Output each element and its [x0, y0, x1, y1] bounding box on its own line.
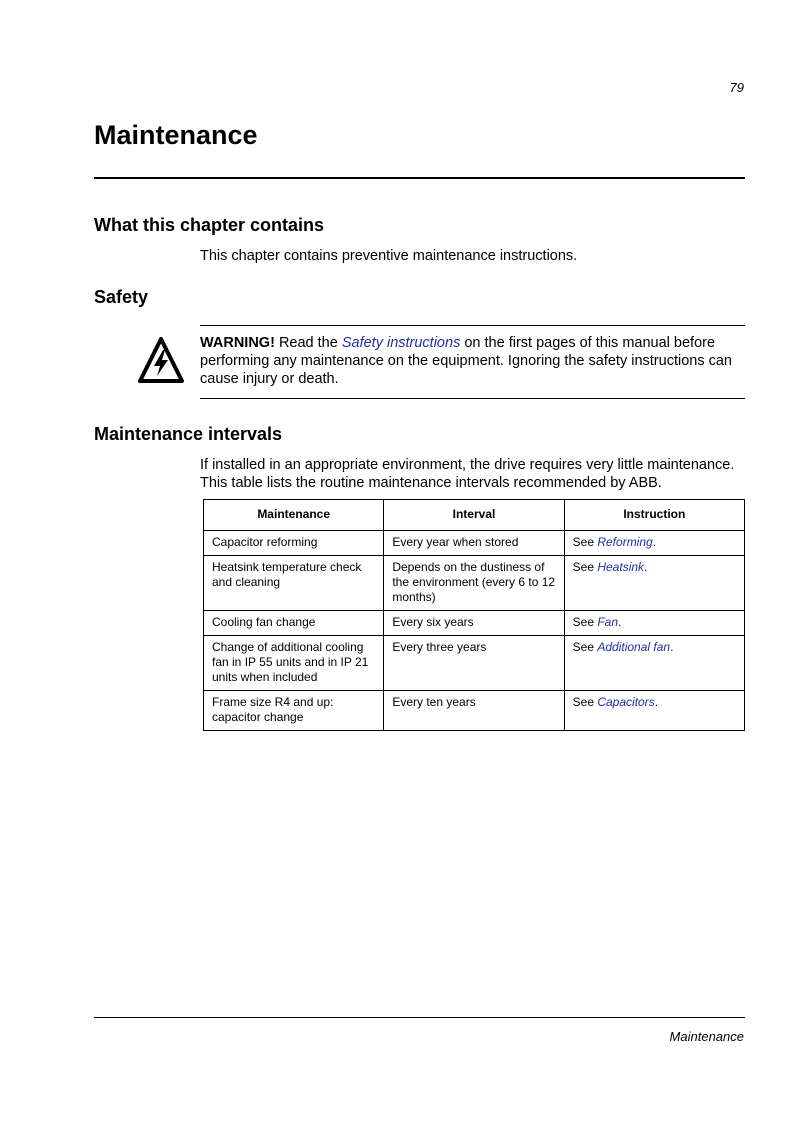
heatsink-link[interactable]: Heatsink: [597, 560, 645, 574]
table-row: [204, 636, 745, 691]
warning-label: WARNING!: [200, 335, 275, 351]
period: .: [670, 640, 674, 654]
page-number: 79: [729, 80, 744, 95]
table-header-row: [204, 500, 745, 531]
section-heading-contains: What this chapter contains: [94, 215, 325, 235]
cell-maintenance: Capacitor reforming: [204, 531, 384, 556]
column-header-interval: Interval: [384, 500, 564, 531]
cell-maintenance: Frame size R4 and up: capacitor change: [204, 691, 384, 731]
table-row: [204, 611, 745, 636]
contains-text: This chapter contains preventive maintenance instructions.: [200, 248, 578, 264]
capacitors-link[interactable]: Capacitors: [597, 695, 655, 709]
warning-icon: [137, 336, 185, 384]
chapter-title: Maintenance: [94, 120, 258, 150]
intervals-intro: If installed in an appropriate environment, the drive requires very little maintenance. This table lists the routine maintenance intervals recommended by ABB.: [200, 457, 735, 491]
cell-interval: Every three years: [384, 636, 564, 691]
period: .: [618, 615, 622, 629]
cell-maintenance: Heatsink temperature check and cleaning: [204, 556, 384, 611]
footer-label: Maintenance: [669, 1029, 744, 1044]
warning-text-post: on the first pages of this manual before performing any maintenance on the equipment. Ignoring the safety instructions can cause injury or death.: [200, 335, 732, 387]
column-header-maintenance: Maintenance: [204, 500, 384, 531]
cell-interval: Depends on the dustiness of the environment (every 6 to 12 months): [384, 556, 564, 611]
cell-instruction: [564, 531, 744, 556]
cell-instruction: [564, 556, 744, 611]
safety-instructions-link[interactable]: Safety instructions: [341, 335, 461, 351]
footer-divider: [94, 1017, 745, 1018]
cell-interval: Every year when stored: [384, 531, 564, 556]
additional-fan-link[interactable]: Additional fan: [597, 640, 671, 654]
period: .: [652, 535, 657, 549]
table-row: [204, 556, 745, 611]
see-text: See: [572, 640, 598, 654]
cell-instruction: [564, 611, 744, 636]
warning-text: [200, 334, 748, 388]
see-text: See: [572, 615, 598, 629]
warning-top-rule: [200, 325, 745, 326]
see-text: See: [572, 535, 598, 549]
maintenance-intervals-table: [203, 499, 745, 731]
cell-maintenance: Change of additional cooling fan in IP 55 units and in IP 21 units when included: [204, 636, 384, 691]
table-row: [204, 691, 745, 731]
cell-instruction: [564, 691, 744, 731]
see-text: See: [572, 695, 598, 709]
chapter-divider: [94, 177, 745, 179]
reforming-link[interactable]: Reforming: [597, 535, 653, 549]
cell-interval: Every ten years: [384, 691, 564, 731]
cell-instruction: [564, 636, 744, 691]
cell-interval: Every six years: [384, 611, 564, 636]
period: .: [654, 695, 659, 709]
warning-text-pre: Read the: [274, 335, 342, 351]
fan-link[interactable]: Fan: [597, 615, 619, 629]
section-heading-safety: Safety: [94, 287, 149, 307]
cell-maintenance: Cooling fan change: [204, 611, 384, 636]
warning-bottom-rule: [200, 398, 745, 399]
see-text: See: [572, 560, 598, 574]
section-heading-intervals: Maintenance intervals: [94, 424, 283, 444]
period: .: [644, 560, 648, 574]
column-header-instruction: Instruction: [564, 500, 744, 531]
table-row: [204, 531, 745, 556]
